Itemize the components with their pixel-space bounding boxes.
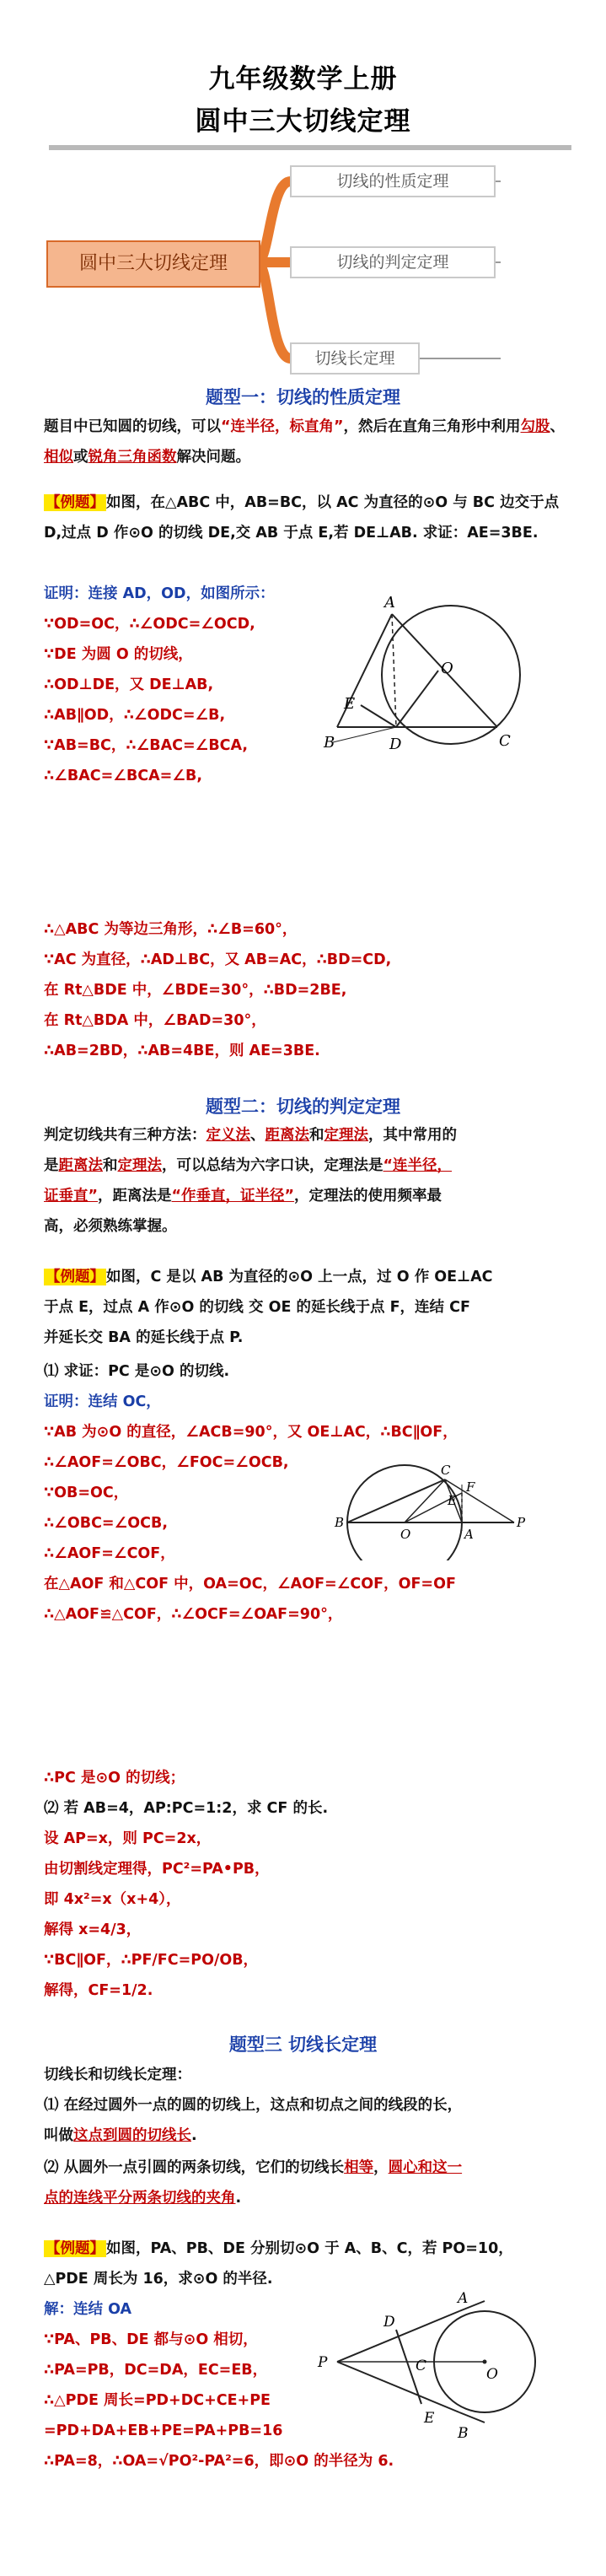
section2-method-line: 高，必须熟练掌握。 <box>44 1218 177 1235</box>
fig1-label-A: A <box>384 594 395 612</box>
proof-line: ∴△ABC 为等边三角形，∴∠B=60°， <box>44 921 298 938</box>
proof-line: 在 Rt△BDE 中，∠BDE=30°，∴BD=2BE, <box>44 982 347 999</box>
section3-example-cont: △PDE 周长为 16，求⊙O 的半径. <box>44 2271 273 2288</box>
section1-title: 题型一：切线的性质定理 <box>206 387 400 407</box>
fig3-label-B: B <box>458 2425 469 2442</box>
solution-line: ∵BC∥OF，∴PF/FC=PO/OB， <box>44 1952 259 1969</box>
fig2-label-C: C <box>441 1463 451 1478</box>
proof-line: ∴∠AOF=∠OBC，∠FOC=∠OCB, <box>44 1454 289 1471</box>
section3-def2-cont: 点的连线平分两条切线的夹角. <box>44 2190 242 2207</box>
proof-line: ∵AC 为直径，∴AD⊥BC，又 AB=AC，∴BD=CD, <box>44 951 392 968</box>
proof-line: 在 Rt△BDA 中，∠BAD=30°， <box>44 1012 266 1029</box>
section2-question2: ⑵ 若 AB=4，AP:PC=1:2，求 CF 的长. <box>44 1800 329 1817</box>
section3-example: 【例题】 如图，PA、PB、DE 分别切⊙O 于 A、B、C，若 PO=10， <box>46 2240 513 2257</box>
figure-tangent-length <box>316 2277 569 2446</box>
solution-line: 由切割线定理得，PC²=PA•PB， <box>44 1861 270 1878</box>
section2-example-cont: 并延长交 BA 的延长线于点 P. <box>44 1329 244 1346</box>
proof-line: ∵OD=OC，∴∠ODC=∠OCD, <box>44 616 255 633</box>
fig3-label-O: O <box>486 2366 498 2383</box>
mindmap-branch-property: 切线的性质定理 <box>290 165 496 197</box>
title-divider <box>49 145 571 150</box>
example-tag: 【例题】 <box>46 2240 105 2257</box>
mindmap-branch-length: 切线长定理 <box>290 342 420 375</box>
section2-example-cont: 于点 E，过点 A 作⊙O 的切线 交 OE 的延长线于点 F，连结 CF <box>44 1299 470 1316</box>
proof-line: ∴∠OBC=∠OCB, <box>44 1515 168 1532</box>
fig1-label-C: C <box>499 732 511 750</box>
fig1-label-D: D <box>389 736 402 753</box>
page-title: 九年级数学上册 <box>208 64 398 94</box>
fig2-label-O: O <box>400 1527 411 1542</box>
fig3-label-E: E <box>424 2410 435 2427</box>
proof-line: ∵AB=BC，∴∠BAC=∠BCA, <box>44 737 249 754</box>
fig1-label-O: O <box>441 660 453 677</box>
section3-def2: ⑵ 从圆外一点引圆的两条切线，它们的切线长相等，圆心和这一 <box>44 2159 463 2176</box>
section3-title: 题型三 切线长定理 <box>228 2034 378 2055</box>
solution-line: ∴PA=8，∴OA=√PO²-PA²=6，即⊙O 的半径为 6. <box>44 2453 394 2470</box>
proof-line: ∵DE 为圆 O 的切线， <box>44 646 193 663</box>
fig2-label-E: E <box>448 1493 457 1508</box>
solution-line: ∴△PDE 周长=PD+DC+CE+PE <box>44 2392 271 2409</box>
fig3-label-A: A <box>458 2290 469 2307</box>
proof-line: ∵OB=OC， <box>44 1485 129 1501</box>
proof-line: ∴AB∥OD，∴∠ODC=∠B, <box>44 707 226 724</box>
fig1-label-E: E <box>344 695 356 713</box>
proof-line: ∴∠BAC=∠BCA=∠B, <box>44 768 203 784</box>
page-subtitle: 圆中三大切线定理 <box>195 106 411 137</box>
proof-line: ∴∠AOF=∠COF， <box>44 1545 175 1562</box>
section1-example: 【例题】 如图，在△ABC 中，AB=BC，以 AC 为直径的⊙O 与 BC 边交于点 D,过点 D 作⊙O 的切线 DE,交 AB 于点 E,若 DE⊥AB. 求证：AE=3BE. <box>44 494 560 542</box>
proof-line: ∴AB=2BD，∴AB=4BE，则 AE=3BE. <box>44 1043 320 1059</box>
proof-line: ∴OD⊥DE，又 DE⊥AB, <box>44 676 214 693</box>
fig3-label-C: C <box>416 2358 427 2374</box>
example-tag: 【例题】 <box>46 494 105 511</box>
section2-method-line: 证垂直”，距离法是“作垂直，证半径”，定理法的使用频率最 <box>44 1188 442 1204</box>
section3-solution-head: 解：连结 OA <box>44 2301 132 2318</box>
section1-intro: 题目中已知圆的切线，可以“连半径，标直角”，然后在直角三角形中利用勾股、相似或锐角三角函数解决问题。 <box>44 418 566 466</box>
solution-line: 即 4x²=x（x+4）， <box>44 1891 181 1908</box>
fig2-label-F: F <box>466 1479 475 1495</box>
solution-line: 解得 x=4/3， <box>44 1921 142 1938</box>
section2-proof-head: 证明：连结 OC， <box>44 1393 161 1410</box>
solution-line: 解得，CF=1/2. <box>44 1982 153 1999</box>
proof-line: ∴△AOF≌△COF，∴∠OCF=∠OAF=90°， <box>44 1606 343 1623</box>
proof-line: ∵AB 为⊙O 的直径，∠ACB=90°，又 OE⊥AC，∴BC∥OF， <box>44 1424 458 1441</box>
section2-method-line: 是距离法和定理法，可以总结为六字口诀，定理法是“连半径， <box>44 1157 453 1174</box>
section2-example: 【例题】 如图，C 是以 AB 为直径的⊙O 上一点，过 O 作 OE⊥AC <box>46 1269 493 1285</box>
section3-heading: 切线长和切线长定理： <box>44 2067 191 2083</box>
mindmap-branch-judgement: 切线的判定定理 <box>290 246 496 278</box>
solution-line: 设 AP=x，则 PC=2x， <box>44 1830 212 1847</box>
proof-line: 在△AOF 和△COF 中，OA=OC，∠AOF=∠COF，OF=OF <box>44 1576 456 1592</box>
mindmap-center: 圆中三大切线定理 <box>46 240 260 288</box>
fig2-label-P: P <box>517 1515 526 1530</box>
fig3-label-P: P <box>318 2354 328 2371</box>
solution-line: ∵PA、PB、DE 都与⊙O 相切， <box>44 2331 258 2348</box>
figure-tangent-judgement <box>333 1442 535 1560</box>
section3-def1: ⑴ 在经过圆外一点的圆的切线上，这点和切点之间的线段的长， <box>44 2097 463 2114</box>
fig3-label-D: D <box>383 2314 395 2331</box>
fig1-label-B: B <box>324 734 335 752</box>
solution-line: ∴PA=PB，DC=DA，EC=EB， <box>44 2362 268 2379</box>
section2-method-line: 判定切线共有三种方法：定义法、距离法和定理法，其中常用的 <box>44 1127 457 1144</box>
fig2-label-A: A <box>464 1527 474 1542</box>
section2-question1: ⑴ 求证：PC 是⊙O 的切线. <box>44 1363 230 1380</box>
figure-triangle-circle <box>312 582 556 776</box>
section3-def1-cont: 叫做这点到圆的切线长. <box>44 2127 197 2144</box>
solution-line: =PD+DA+EB+PE=PA+PB=16 <box>44 2422 283 2439</box>
section1-proof-head: 证明：连接 AD，OD，如图所示： <box>44 585 275 602</box>
section2-title: 题型二：切线的判定定理 <box>206 1097 400 1117</box>
proof-line: ∴PC 是⊙O 的切线； <box>44 1770 185 1786</box>
fig2-label-B: B <box>335 1515 345 1530</box>
example-tag: 【例题】 <box>46 1269 105 1285</box>
